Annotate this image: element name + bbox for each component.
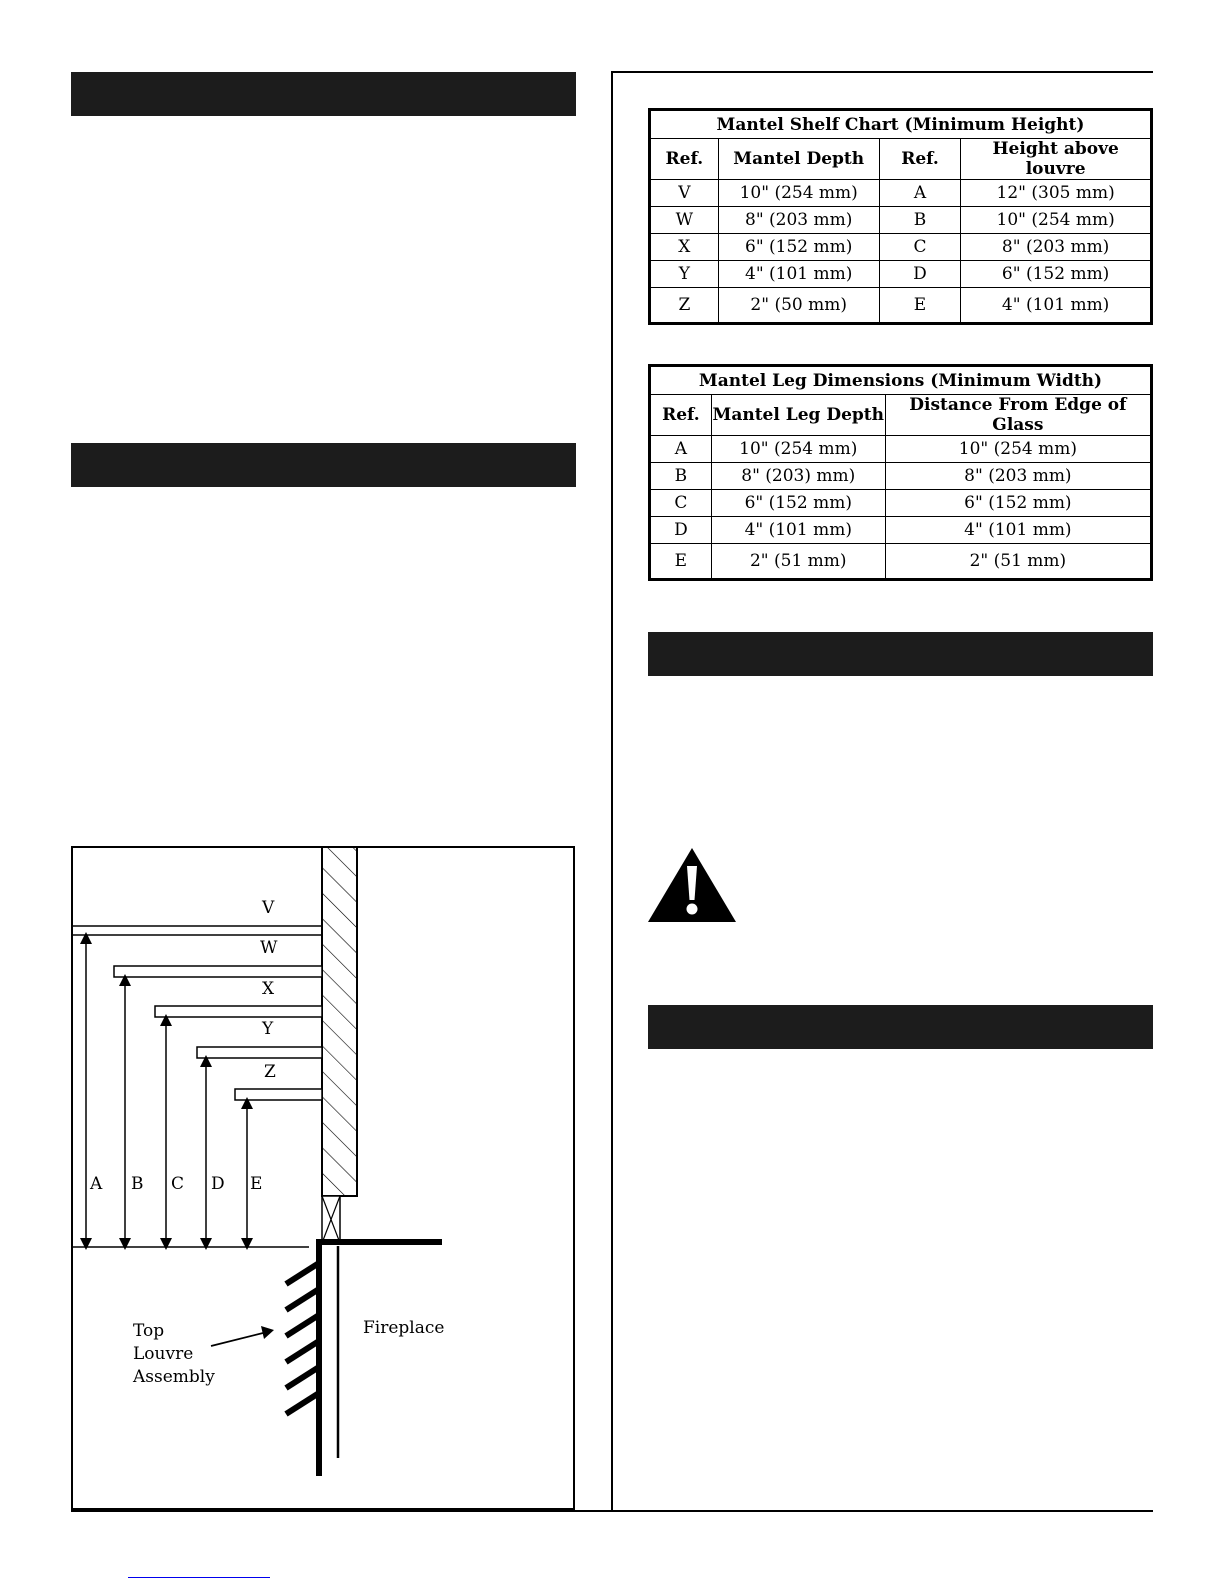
section-header-bar-1	[71, 72, 576, 116]
louvre-label-line: Assembly	[133, 1367, 215, 1387]
column-header: Ref.	[650, 395, 712, 436]
table-cell: E	[650, 544, 712, 580]
table-row	[650, 261, 1152, 288]
table-cell: 8" (203) mm)	[711, 463, 885, 490]
table-row	[650, 180, 1152, 207]
louvre-slats	[286, 1263, 319, 1414]
shelf-label-y: Y	[262, 1019, 274, 1039]
table-cell: 2" (51 mm)	[885, 544, 1151, 580]
column-header: Mantel Depth	[718, 139, 879, 180]
table-cell: 2" (50 mm)	[718, 288, 879, 324]
table-cell: B	[650, 463, 712, 490]
table-row	[650, 436, 1152, 463]
height-label-c: C	[171, 1174, 185, 1194]
table-cell: A	[650, 436, 712, 463]
table-cell: 4" (101 mm)	[711, 517, 885, 544]
table-cell: 6" (152 mm)	[885, 490, 1151, 517]
louvre-label-line: Louvre	[133, 1344, 194, 1364]
table-row	[650, 234, 1152, 261]
top-rule-right	[611, 71, 1153, 73]
column-header: Ref.	[879, 139, 961, 180]
shelf-chart-header-row	[650, 139, 1152, 180]
bottom-rule	[71, 1510, 1153, 1512]
leg-chart-caption: Mantel Leg Dimensions (Minimum Width)	[650, 366, 1152, 395]
column-divider	[611, 72, 613, 1512]
table-cell: 8" (203 mm)	[961, 234, 1152, 261]
table-cell: D	[650, 517, 712, 544]
shelf-y	[197, 1047, 322, 1058]
table-cell: B	[879, 207, 961, 234]
table-cell: 6" (152 mm)	[718, 234, 879, 261]
table-cell: Z	[650, 288, 719, 324]
table-cell: 12" (305 mm)	[961, 180, 1152, 207]
leg-chart-header-row	[650, 395, 1152, 436]
table-cell: V	[650, 180, 719, 207]
warning-triangle-icon	[646, 846, 738, 924]
table-cell: D	[879, 261, 961, 288]
table-cell: E	[879, 288, 961, 324]
mantel-shelf-chart	[648, 108, 1153, 325]
table-cell: 6" (152 mm)	[961, 261, 1152, 288]
shelf-chart-caption: Mantel Shelf Chart (Minimum Height)	[650, 110, 1152, 139]
louvre-pointer-arrow	[211, 1332, 267, 1346]
column-header: Ref.	[650, 139, 719, 180]
shelf-label-w: W	[260, 938, 278, 958]
shelf-label-z: Z	[264, 1062, 276, 1082]
table-cell: 4" (101 mm)	[961, 288, 1152, 324]
fireplace-label: Fireplace	[363, 1318, 445, 1338]
height-label-a: A	[90, 1174, 103, 1194]
table-cell: 10" (254 mm)	[961, 207, 1152, 234]
height-label-b: B	[131, 1174, 144, 1194]
table-cell: 4" (101 mm)	[718, 261, 879, 288]
table-row	[650, 544, 1152, 580]
shelf-x	[155, 1006, 322, 1017]
table-cell: C	[879, 234, 961, 261]
column-header: Height above louvre	[961, 139, 1152, 180]
section-header-bar-3	[648, 632, 1153, 676]
table-cell: C	[650, 490, 712, 517]
section-header-bar-4	[648, 1005, 1153, 1049]
shelf-label-v: V	[262, 898, 275, 918]
link-underline	[128, 1577, 270, 1578]
shelf-label-x: X	[262, 979, 275, 999]
height-label-e: E	[250, 1174, 263, 1194]
table-row	[650, 288, 1152, 324]
table-row	[650, 490, 1152, 517]
table-cell: 10" (254 mm)	[885, 436, 1151, 463]
mantel-clearance-diagram	[71, 846, 575, 1510]
table-cell: 10" (254 mm)	[718, 180, 879, 207]
wall-hatched	[322, 848, 357, 1196]
column-header: Mantel Leg Depth	[711, 395, 885, 436]
table-cell: 4" (101 mm)	[885, 517, 1151, 544]
column-header: Distance From Edge of Glass	[885, 395, 1151, 436]
table-cell: W	[650, 207, 719, 234]
table-cell: Y	[650, 261, 719, 288]
shelf-w	[114, 966, 322, 977]
table-cell: X	[650, 234, 719, 261]
louvre-label-line: Top	[133, 1321, 165, 1341]
table-cell: 2" (51 mm)	[711, 544, 885, 580]
table-row	[650, 463, 1152, 490]
table-row	[650, 517, 1152, 544]
table-cell: 10" (254 mm)	[711, 436, 885, 463]
mantel-leg-dimensions-chart	[648, 364, 1153, 581]
diagram-drawing	[73, 848, 573, 1508]
table-cell: 6" (152 mm)	[711, 490, 885, 517]
table-cell: 8" (203 mm)	[885, 463, 1151, 490]
table-cell: A	[879, 180, 961, 207]
louvre-label	[133, 1320, 215, 1389]
shelf-z	[235, 1089, 322, 1100]
height-label-d: D	[211, 1174, 225, 1194]
table-row	[650, 207, 1152, 234]
section-header-bar-2	[71, 443, 576, 487]
table-cell: 8" (203 mm)	[718, 207, 879, 234]
